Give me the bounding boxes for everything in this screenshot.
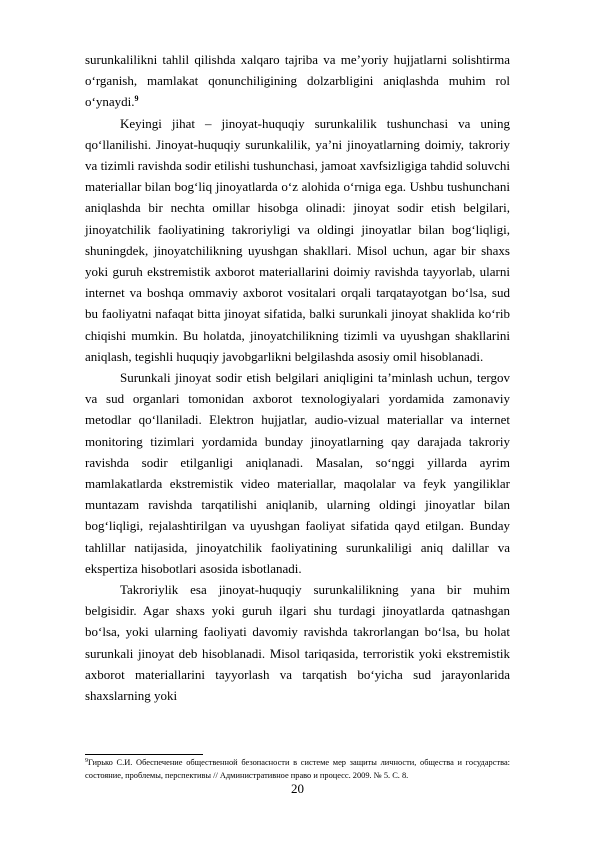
footnote-text: Гирько С.И. Обеспечение общественной безопасности в системе мер защиты личности, общества и государства: состояние, проблемы, перспективы // Административное право и процесс. 2009. № 5. С. 8. bbox=[85, 758, 510, 780]
footnote bbox=[85, 756, 510, 782]
footnote-reference[interactable]: 9 bbox=[134, 94, 139, 104]
footnote-separator bbox=[85, 754, 203, 755]
paragraph-2: Keyingi jihat – jinoyat-huquqiy surunkalilik tushunchasi va uning qo‘llanilishi. Jinoyat-huquqiy surunkalilik, ya’ni jinoyatlarning doimiy, takroriy va tizimli ravishda sodir etilishi tushunchasi, jamoat xavfsizligiga tahdid soluvchi materiallar bilan bog‘liq jinoyatlarda o‘z alohida o‘rniga ega. Ushbu tushunchani aniqlashda bir nechta omillar hisobga olinadi: jinoyat sodir etish belgilari, jinoyatchilik faoliyatining takroriyligi va oldingi jinoyatlar bilan bog‘liqligi, shuningdek, jinoyatchilikning uyushgan shakllari. Misol uchun, agar bir shaxs yoki guruh ekstremistik axborot materiallarini doimiy ravishda tayyorlab, ularni internet va boshqa ommaviy axborot vositalari orqali tarqatayotgan bo‘lsa, sud bu faoliyatni nafaqat bitta jinoyat sifatida, balki surunkali jinoyat shaklida ko‘rib chiqishi mumkin. Bu holatda, jinoyatchilikning tizimli va uyushgan shakllarini aniqlash, tegishli huquqiy javobgarlikni belgilashda asosiy omil hisoblanadi. bbox=[85, 115, 510, 364]
paragraph-1 bbox=[85, 49, 510, 113]
paragraph-1-text: surunkalilikni tahlil qilishda xalqaro tajriba va me’yoriy hujjatlarni solishtirma o‘rganish, mamlakat qonunchiligining dolzarbligini aniqlashda muhim rol o‘ynaydi. bbox=[85, 52, 510, 110]
body-text bbox=[85, 49, 510, 706]
paragraph-4: Takroriylik esa jinoyat-huquqiy surunkalilikning yana bir muhim belgisidir. Agar shaxs yoki guruh ilgari shu turdagi jinoyatlarda qatnashgan bo‘lsa, yoki ularning faoliyati davomiy ravishda takrorlangan bo‘lsa, bu holat surunkali jinoyat deb hisoblanadi. Misol tariqasida, terroristik yoki ekstremistik axborot materiallarini tayyorlash va tarqatish bo‘yicha sud jarayonlarida shaxslarning yoki bbox=[85, 582, 510, 704]
paragraph-3: Surunkali jinoyat sodir etish belgilari aniqligini ta’minlash uchun, tergov va sud organlari tomonidan axborot texnologiyalari yordamida zamonaviy metodlar qo‘llaniladi. Elektron hujjatlar, audio-vizual materiallar va internet monitoring tizimlari yordamida bunday jinoyatlarning qay darajada takroriy ravishda sodir etilganligi aniqlanadi. Masalan, so‘nggi yillarda ayrim mamlakatlarda ekstremistik video materiallar, maqolalar va feyk yangiliklar muntazam ravishda tarqatilishi aniqlanib, ularning oldingi jinoyatlar bilan bog‘liqligi, rejalashtirilgan va uyushgan faoliyat sifatida qayd etilgan. Bunday tahlillar natijasida, jinoyatchilik faoliyatining surunkaliligi aniq dalillar va ekspertiza hisobotlari asosida isbotlanadi. bbox=[85, 370, 510, 576]
footnote-number: 9 bbox=[85, 758, 88, 764]
page-number: 20 bbox=[291, 781, 304, 796]
